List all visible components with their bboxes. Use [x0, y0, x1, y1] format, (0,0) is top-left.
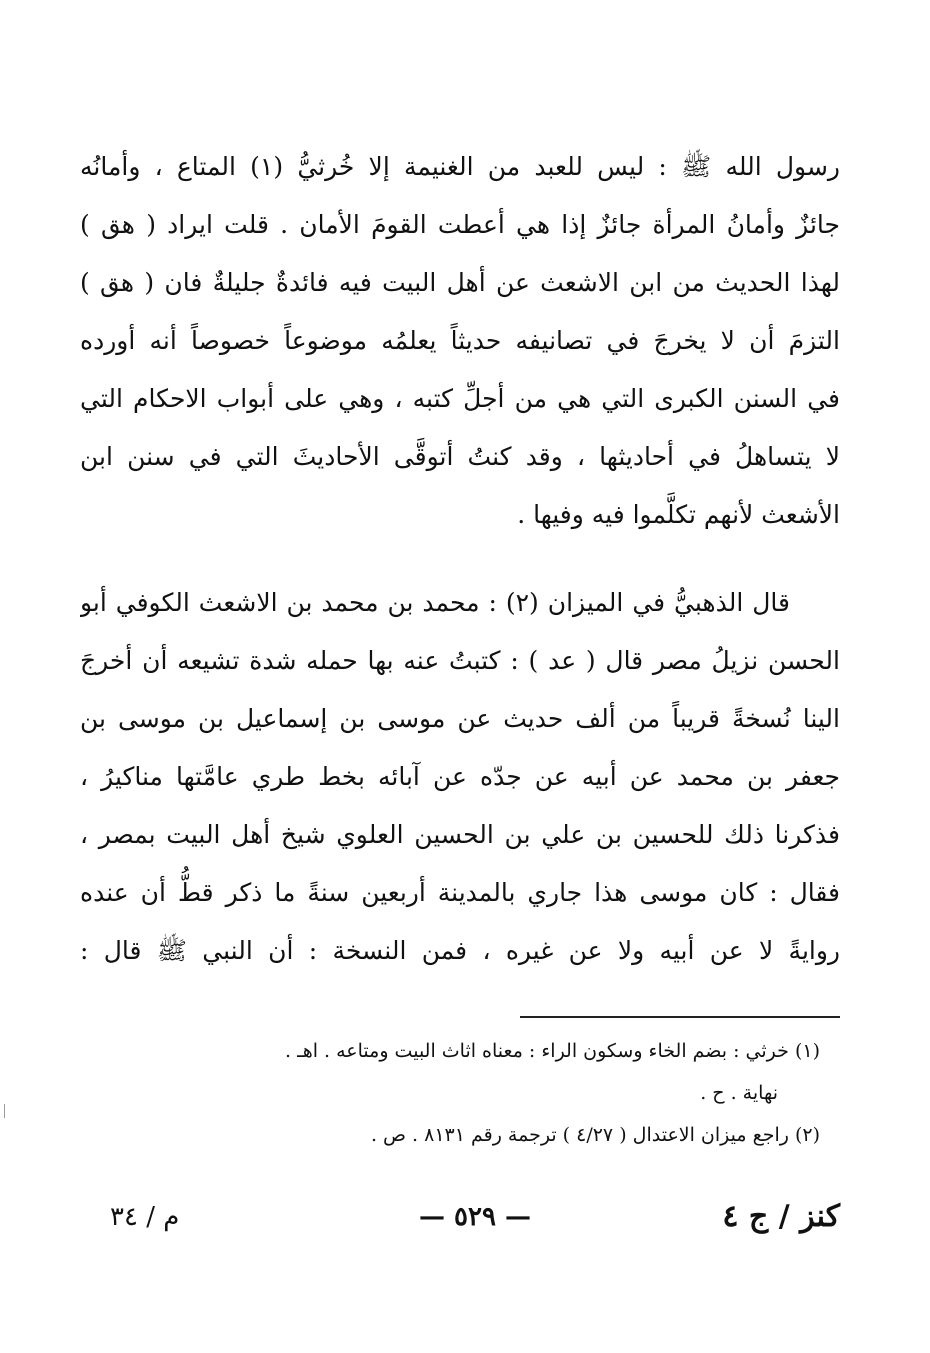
- footnotes: [100, 1030, 820, 1156]
- main-paragraph-1: [80, 138, 840, 544]
- margin-mark: [4, 1104, 5, 1118]
- text-line: فقال : كان موسى هذا جاري بالمدينة أربعين سنةً ما ذكر قطُّ أن عنده: [80, 878, 840, 907]
- text-line: الينا نُسخةً قريباً من ألف حديث عن موسى بن إسماعيل بن موسى بن: [80, 704, 840, 733]
- text-line: الأشعث لأنهم تكلَّموا فيه وفيها .: [517, 500, 840, 529]
- footnote-divider: [520, 1016, 840, 1018]
- text-line: فذكرنا ذلك للحسين بن علي بن الحسين العلوي شيخ أهل البيت بمصر ،: [80, 820, 840, 849]
- text-line: روايةً لا عن أبيه ولا عن غيره ، فمن النسخة : أن النبي ﷺ قال :: [80, 936, 840, 965]
- text-line: في السنن الكبرى التي هي من أجلِّ كتبه ، وهي على أبواب الاحكام التي: [80, 384, 840, 413]
- volume-label: كنز / ج ٤: [722, 1199, 840, 1234]
- footnote-1: (١) خرثي : بضم الخاء وسكون الراء : معناه اثاث البيت ومتاعه . اهـ .: [285, 1040, 820, 1062]
- text-line: لا يتساهلُ في أحاديثها ، وقد كنتُ أتوقَّى الأحاديثَ التي في سنن ابن: [80, 442, 840, 471]
- text-line: التزمَ أن لا يخرجَ في تصانيفه حديثاً يعلمُه موضوعاً خصوصاً أنه أورده: [80, 326, 840, 355]
- text-line: الحسن نزيلُ مصر قال ( عد ) : كتبتُ عنه بها حمله شدة تشيعه أن أخرجَ: [80, 646, 840, 675]
- main-paragraph-2: [80, 574, 840, 980]
- text-line: جعفر بن محمد عن أبيه عن جدّه عن آبائه بخط طري عامَّتها مناكيرُ ،: [80, 762, 840, 791]
- footnote-2: (٢) راجع ميزان الاعتدال ( ٤/٢٧ ) ترجمة رقم ٨١٣١ . ص .: [370, 1124, 820, 1146]
- text-line: جائزٌ وأمانُ المرأة جائزٌ إذا هي أعطت القومَ الأمان . قلت ايراد ( هق ): [80, 210, 840, 239]
- page-number: — ٥٢٩ —: [418, 1202, 532, 1232]
- text-line: رسول الله ﷺ : ليس للعبد من الغنيمة إلا خُرثيُّ (١) المتاع ، وأمانُه: [80, 152, 840, 181]
- footnote-1-continuation: نهاية . ح .: [700, 1082, 778, 1104]
- signature-mark: م / ٣٤: [110, 1202, 180, 1232]
- text-line: قال الذهبيُّ في الميزان (٢) : محمد بن محمد بن الاشعث الكوفي أبو: [80, 588, 790, 617]
- text-line: لهذا الحديث من ابن الاشعث عن أهل البيت فيه فائدةٌ جليلةٌ فان ( هق ): [80, 268, 840, 297]
- page-footer: [110, 1192, 840, 1242]
